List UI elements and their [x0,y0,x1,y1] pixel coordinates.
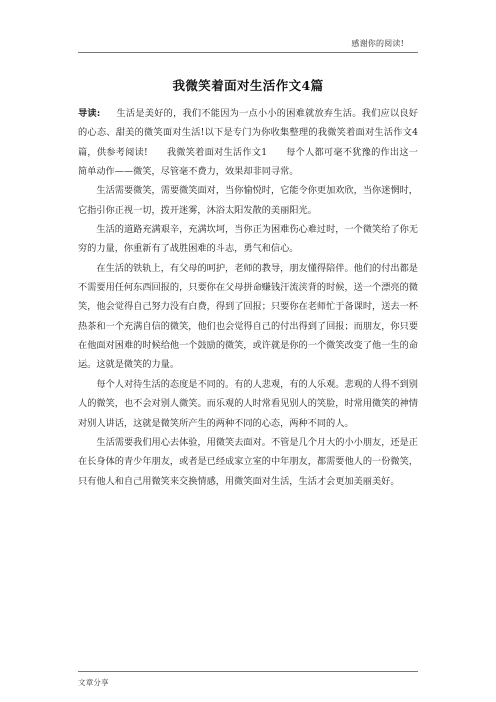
document-title: 我微笑着面对生活作文4篇 [172,78,324,93]
body-paragraph: 生活的道路充满艰辛，充满坎坷，当你正为困难伤心难过时，一个微笑给了你无穷的力量，你重新有了战胜困难的斗志，勇气和信心。 [78,224,418,255]
header-note: 感谢你的阅读! [351,39,404,48]
footer-divider [78,671,418,672]
body-paragraph: 每个人对待生活的态度是不同的。有的人悲观，有的人乐观。悲观的人得不到别人的微笑，也不会对别人微笑。而乐观的人时常看见别人的笑脸，时常用微笑的神情对别人讲话，这就是微笑所产生的两种不同的心态，两种不同的人。 [78,378,418,429]
lead-paragraph [78,104,418,181]
lead-text: 生活是美好的，我们不能因为一点小小的困难就放弃生活。我们应以良好的心态、甜美的微笑面对生活!以下是专门为你收集整理的我微笑着面对生活作文4篇，供参考阅读! 我微笑着面对生活作文1 每个人都可毫不犹豫的作出这一简单动作——微笑，尽管毫不费力，效果却非同寻常。 [78,108,418,178]
footer-note: 文章分享 [78,678,109,687]
header-divider [78,52,418,53]
lead-label: 导读: [78,108,101,119]
body-paragraph: 生活需要我们用心去体验，用微笑去面对。不管是几个月大的小小朋友，还是正在长身体的青少年朋友，或者是已经成家立室的中年朋友，都需要他人的一份微笑，只有他人和自己用微笑来交换情感，用微笑面对生活，生活才会更加美丽美好。 [78,436,418,487]
body-paragraph: 生活需要微笑，需要微笑面对，当你愉悦时，它能令你更加欢欣，当你迷惘时，它指引你正视一切，拨开迷雾，沐浴太阳发散的美丽阳光。 [78,185,418,216]
document-body [78,104,418,491]
body-paragraph: 在生活的铁轨上，有父母的呵护，老师的教导，朋友懂得陪伴。他们的付出都是不需要用任何东西回报的，只要你在父母拼命赚钱汗流浃背的时候，送一个漂亮的微笑，他会觉得自己努力没有白费，得到了回报；只要你在老师忙于备课时，送去一杯热茶和一个充满自信的微笑，他们也会觉得自己的付出得到了回报；而朋友，你只要在他面对困难的时候给他一个鼓励的微笑，或许就是你的一个微笑改变了他一生的命运。这就是微笑的力量。 [78,262,418,371]
